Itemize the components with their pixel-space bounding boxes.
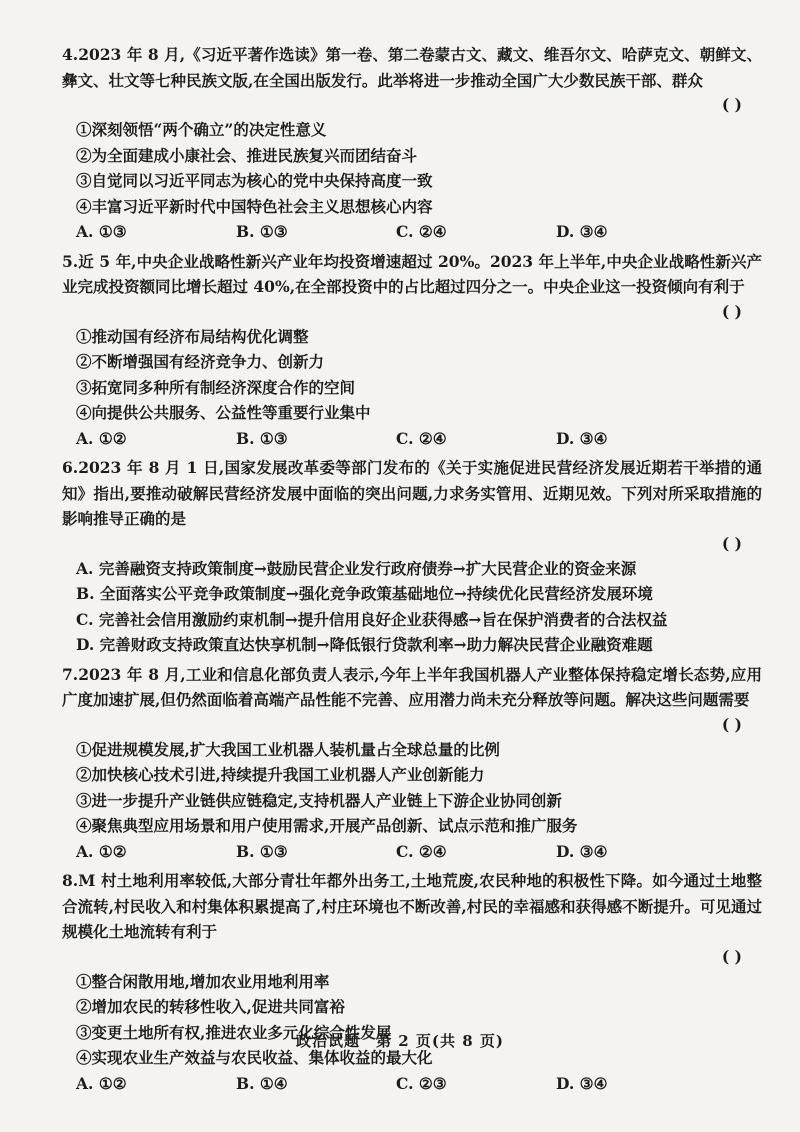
question-8 (62, 868, 762, 1096)
option-d: D. ③④ (556, 428, 608, 448)
option-d: D. ③④ (556, 222, 608, 241)
option-a: A. ①③ (76, 222, 127, 241)
question-number: 5. (62, 251, 79, 271)
statement-1: ①整合闲散用地,增加农业用地利用率 (76, 971, 330, 991)
answer-paren: ( ) (721, 533, 742, 553)
statement-3: ③进一步提升产业链供应链稳定,支持机器人产业链上下游企业协同创新 (76, 790, 562, 810)
question-7 (62, 662, 762, 865)
option-a: A. ①② (76, 428, 127, 448)
option-b: B. ①③ (236, 428, 288, 448)
option-b: B. 全面落实公平竞争政策制度→强化竞争政策基础地位→持续优化民营经济发展环境 (76, 584, 653, 603)
stem-text: M 村土地利用率较低,大部分青壮年都外出务工,土地荒废,农民种地的积极性下降。如今通过土地整合流转,村民收入和村集体积累提高了,村庄环境也不断改善,村民的幸福感和获得感不断提升。可见通过规模化土地流转有利于 (62, 871, 762, 941)
question-5 (62, 249, 762, 452)
option-c: C. ②④ (396, 222, 447, 241)
statement-3: ③变更土地所有权,推进农业多元化综合性发展 (76, 1022, 392, 1042)
question-number: 8. (62, 871, 79, 890)
statement-3: ③自觉同以习近平同志为核心的党中央保持高度一致 (76, 171, 433, 190)
statement-2: ②不断增强国有经济竞争力、创新力 (76, 352, 325, 371)
answer-paren: ( ) (721, 301, 742, 321)
statement-1: ①促进规模发展,扩大我国工业机器人装机量占全球总量的比例 (76, 739, 500, 759)
option-a: A. ①② (76, 1073, 127, 1093)
stem-text: 2023 年 8 月,工业和信息化部负责人表示,今年上半年我国机器人产业整体保持稳定增长态势,应用广度加速扩展,但仍然面临着高端产品性能不完善、应用潜力尚未充分释放等问题。解决这些问题需要 (62, 664, 762, 709)
option-d: D. 完善财政支持政策直达快享机制→降低银行贷款利率→助力解决民营企业融资难题 (76, 635, 653, 654)
options-row (62, 426, 762, 452)
question-number: 6. (62, 458, 79, 477)
stem-text: 近 5 年,中央企业战略性新兴产业年均投资增速超过 20%。2023 年上半年,中央企业战略性新兴产业完成投资额同比增长超过 40%,在全部投资中的占比超过四分之一。中央企业这一投资倾向有利于 (62, 251, 762, 296)
option-c: C. ②④ (396, 841, 447, 861)
question-stem (62, 662, 762, 713)
statement-4: ④聚焦典型应用场景和用户使用需求,开展产品创新、试点示范和推广服务 (76, 816, 578, 835)
question-number: 7. (62, 664, 79, 684)
option-b: B. ①③ (236, 841, 288, 861)
question-number: 4. (62, 45, 79, 64)
statement-4: ④丰富习近平新时代中国特色社会主义思想核心内容 (76, 196, 433, 216)
option-b: B. ①③ (236, 222, 288, 241)
statement-2: ②加快核心技术引进,持续提升我国工业机器人产业创新能力 (76, 765, 485, 784)
question-stem (62, 249, 762, 300)
option-c: C. ②④ (396, 428, 447, 448)
question-6 (62, 455, 762, 658)
question-4 (62, 42, 762, 245)
answer-paren: ( ) (721, 95, 742, 114)
options-row (62, 219, 762, 245)
question-stem (62, 455, 762, 532)
options-row (62, 1071, 762, 1097)
option-b: B. ①④ (236, 1073, 288, 1093)
statement-4: ④实现农业生产效益与农民收益、集体收益的最大化 (76, 1048, 433, 1067)
option-d: D. ③④ (556, 841, 608, 861)
question-stem (62, 42, 762, 93)
statement-2: ②为全面建成小康社会、推进民族复兴而团结奋斗 (76, 145, 418, 165)
statement-3: ③拓宽同多种所有制经济深度合作的空间 (76, 377, 356, 397)
answer-paren: ( ) (721, 714, 742, 734)
stem-text: 2023 年 8 月,《习近平著作选读》第一卷、第二卷蒙古文、藏文、维吾尔文、哈萨克文、朝鲜文、彝文、壮文等七种民族文版,在全国出版发行。此举将进一步推动全国广大少数民族干部、群众 (62, 45, 762, 90)
option-a: A. 完善融资支持政策制度→鼓励民营企业发行政府债券→扩大民营企业的资金来源 (76, 558, 637, 578)
statement-2: ②增加农民的转移性收入,促进共同富裕 (76, 997, 345, 1016)
option-c: C. ②③ (396, 1073, 447, 1093)
option-d: D. ③④ (556, 1073, 608, 1093)
option-a: A. ①② (76, 841, 127, 861)
statement-4: ④向提供公共服务、公益性等重要行业集中 (76, 403, 371, 422)
question-stem (62, 868, 762, 945)
page-footer: 政治试题 第 2 页(共 8 页) (296, 1032, 504, 1050)
options-row (62, 839, 762, 865)
statement-1: ①深刻领悟“两个确立”的决定性意义 (76, 120, 327, 139)
stem-text: 2023 年 8 月 1 日,国家发展改革委等部门发布的《关于实施促进民营经济发展近期若干举措的通知》指出,要推动破解民营经济发展中面临的突出问题,力求务实管用、近期见效。下列对所采取措施的影响推导正确的是 (62, 458, 762, 528)
statement-1: ①推动国有经济布局结构优化调整 (76, 326, 309, 346)
answer-paren: ( ) (721, 946, 742, 966)
option-c: C. 完善社会信用激励约束机制→提升信用良好企业获得感→旨在保护消费者的合法权益 (76, 609, 668, 629)
